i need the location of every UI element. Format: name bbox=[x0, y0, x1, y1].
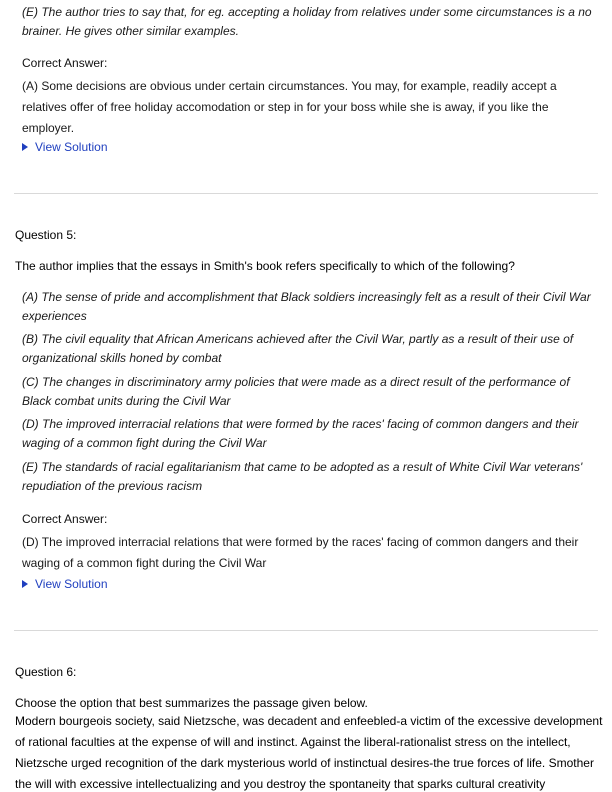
q5-view-solution-label: View Solution bbox=[35, 577, 108, 591]
section-divider bbox=[14, 630, 598, 631]
q5-option-e[interactable]: (E) The standards of racial egalitarianism that came to be adopted as a result of White Civil War veterans' repudiation of the previous racism bbox=[22, 460, 583, 493]
q5-option-d[interactable]: (D) The improved interracial relations that were formed by the races' facing of common dangers and their waging of a common fight during the Civil War bbox=[22, 417, 579, 450]
q4-correct-answer-label: Correct Answer: bbox=[22, 56, 108, 70]
q5-heading: Question 5: bbox=[15, 228, 77, 242]
q5-option-b[interactable]: (B) The civil equality that African Americans achieved after the Civil War, partly as a result of their use of organizational skills honed by combat bbox=[22, 332, 574, 365]
q4-option-e: (E) The author tries to say that, for eg. accepting a holiday from relatives under some circumstances is a no brainer. He gives other similar examples. bbox=[22, 5, 592, 38]
q4-correct-answer-text: (A) Some decisions are obvious under certain circumstances. You may, for example, readily accept a relatives offer of free holiday accomodation or step in for your boss while she is away, if you like the employer. bbox=[22, 79, 557, 135]
q6-passage: Modern bourgeois society, said Nietzsche, was decadent and enfeebled-a victim of the excessive development of rational faculties at the expense of will and instinct. Against the liberal-rationalist stress on the intellect, Nietzsche urged recognition of the dark mysterious world of instinctual desires-the true forces of life. Smother the will with excessive intellectualizing and you destroy the spontaneity that sparks cultural creativity bbox=[15, 714, 603, 791]
q5-option-c[interactable]: (C) The changes in discriminatory army policies that were made as a direct result of the performance of Black combat units during the Civil War bbox=[22, 375, 570, 408]
q5-correct-answer-text: (D) The improved interracial relations that were formed by the races' facing of common dangers and their waging of a common fight during the Civil War bbox=[22, 535, 579, 570]
q6-heading: Question 6: bbox=[15, 665, 77, 679]
q5-correct-answer-label: Correct Answer: bbox=[22, 512, 108, 526]
q4-view-solution-label: View Solution bbox=[35, 140, 108, 154]
q5-question: The author implies that the essays in Smith's book refers specifically to which of the following? bbox=[15, 259, 515, 273]
section-divider bbox=[14, 193, 598, 194]
q4-view-solution-link[interactable] bbox=[22, 140, 108, 154]
play-triangle-icon bbox=[22, 143, 28, 151]
q5-view-solution-link[interactable] bbox=[22, 577, 108, 591]
q6-question: Choose the option that best summarizes the passage given below. bbox=[15, 696, 368, 710]
q5-option-a[interactable]: (A) The sense of pride and accomplishment that Black soldiers increasingly felt as a result of their Civil War experiences bbox=[22, 290, 591, 323]
play-triangle-icon bbox=[22, 580, 28, 588]
